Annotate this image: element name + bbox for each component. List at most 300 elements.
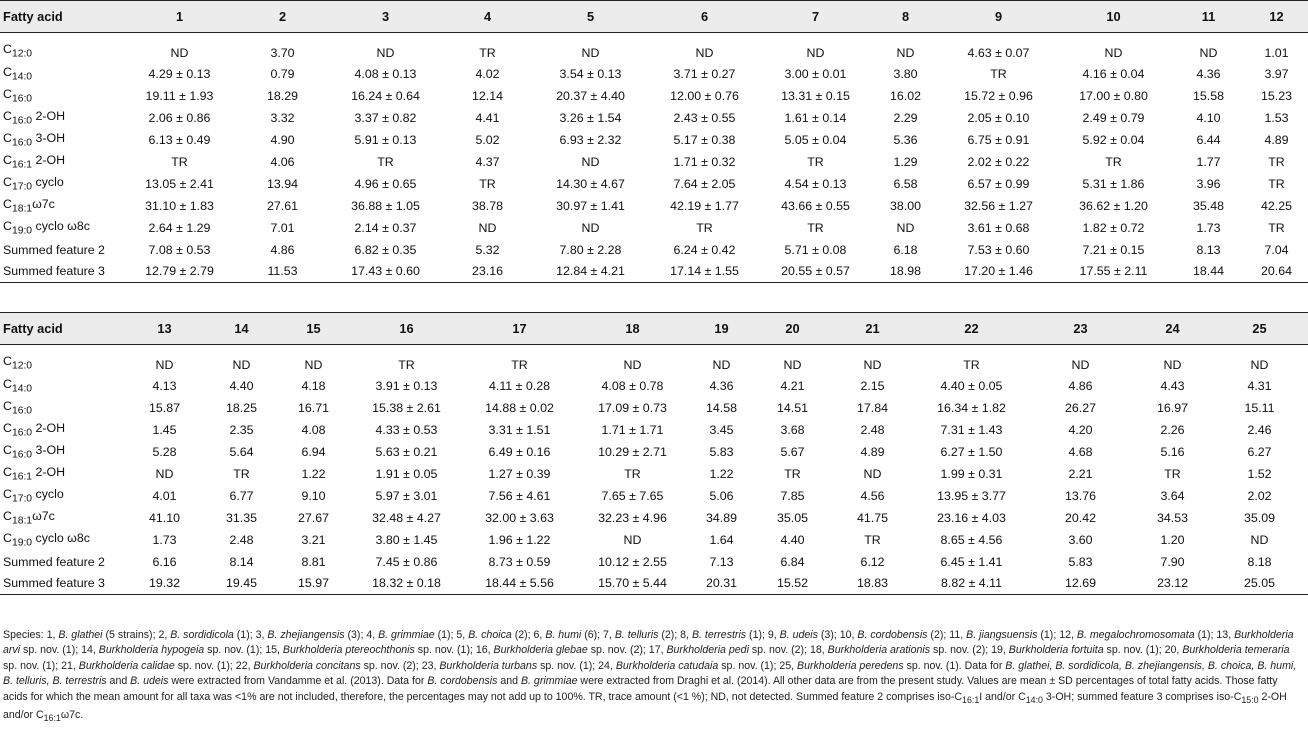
cell-value: 2.46 bbox=[1247, 422, 1272, 437]
cell-value: 2.05 ± 0.10 bbox=[967, 110, 1030, 125]
cell-value: 6.13 ± 0.49 bbox=[148, 132, 211, 147]
cell-value: 4.54 ± 0.13 bbox=[784, 176, 847, 191]
footnote-segment: sp. nov. (2); 17, bbox=[587, 644, 667, 657]
cell-value: 32.48 ± 4.27 bbox=[372, 510, 441, 525]
footnote-segment: 14:0 bbox=[1025, 694, 1043, 705]
footnote-segment: were extracted from Draghi et al. (2014). All other data are from the present study. Values are mean ± SD percentages of total fatty acids. Those fatty acids for which the mean amount for all taxa was <1% are not included, therefore, the percentages may not add up to 100%. TR, trace amount (<1 %); ND, not detected. Summed feature 2 comprises iso-C bbox=[3, 675, 1278, 703]
cell-value: 5.64 bbox=[229, 444, 254, 459]
table-row bbox=[0, 463, 1308, 485]
cell-value: 2.21 bbox=[1068, 466, 1093, 481]
fatty-acid-name: C bbox=[3, 218, 12, 233]
fatty-acid-label bbox=[0, 129, 124, 151]
column-header-taxon-2: 2 bbox=[238, 1, 330, 33]
column-header-taxon-10: 10 bbox=[1058, 1, 1172, 33]
footnote-segment: Burkholderia catudaia bbox=[615, 659, 719, 672]
cell-value: 42.25 bbox=[1260, 198, 1292, 213]
cell-value: 17.20 ± 1.46 bbox=[942, 261, 1058, 283]
cell-value: 7.45 ± 0.86 bbox=[375, 554, 438, 569]
fatty-acid-suffix: 2-OH bbox=[32, 152, 66, 167]
cell-value: 2.43 ± 0.55 bbox=[673, 110, 736, 125]
cell-value: TR bbox=[807, 154, 824, 169]
cell-value: 23.16 bbox=[444, 261, 534, 283]
fatty-acid-name: Summed feature 2 bbox=[3, 242, 105, 257]
fatty-acid-name: C bbox=[3, 86, 12, 101]
footnote-segment: sp. nov. (2); 23, bbox=[360, 659, 440, 672]
cell-value: 7.21 ± 0.15 bbox=[1082, 242, 1145, 257]
cell-value: 1.01 bbox=[1264, 45, 1289, 60]
cell-value: TR bbox=[807, 220, 824, 235]
cell-value: ND bbox=[581, 220, 600, 235]
footnote-segment: B. choica bbox=[468, 629, 512, 641]
cell-value: 3.37 ± 0.82 bbox=[354, 110, 417, 125]
cell-value: 3.68 bbox=[780, 422, 805, 437]
cell-value: 14.30 ± 4.67 bbox=[556, 176, 625, 191]
cell-value: 7.56 ± 4.61 bbox=[488, 488, 551, 503]
cell-value: 17.00 ± 0.80 bbox=[1079, 88, 1148, 103]
fatty-acid-label bbox=[0, 261, 124, 283]
cell-value: 4.89 bbox=[1264, 132, 1289, 147]
cell-value: 3.21 bbox=[301, 532, 326, 547]
footnote-segment: Burkholderia ptereochthonis bbox=[282, 644, 415, 657]
cell-value: ND bbox=[581, 45, 600, 60]
footnote-segment: sp. nov. (1); 21, bbox=[3, 659, 79, 672]
fatty-acid-name: Summed feature 2 bbox=[3, 554, 105, 569]
cell-value: 1.73 bbox=[152, 532, 177, 547]
cell-value: 3.96 bbox=[1196, 176, 1221, 191]
fatty-acid-label bbox=[0, 85, 124, 107]
cell-value: 4.40 bbox=[780, 532, 805, 547]
footnote-segment: (1); 13, bbox=[1194, 629, 1235, 641]
cell-value: ND bbox=[155, 357, 174, 372]
cell-value: TR bbox=[479, 45, 496, 60]
fatty-acid-label bbox=[0, 529, 124, 551]
column-header-taxon-14: 14 bbox=[208, 313, 278, 345]
table-row bbox=[0, 507, 1308, 529]
column-header-taxon-17: 17 bbox=[464, 313, 578, 345]
cell-value: ND bbox=[863, 357, 882, 372]
fatty-acid-chain-notation: 16:1 bbox=[11, 159, 33, 171]
table-row bbox=[0, 345, 1308, 375]
table-row bbox=[0, 129, 1308, 151]
cell-value: 4.86 bbox=[1068, 378, 1093, 393]
cell-value: 4.68 bbox=[1068, 444, 1093, 459]
fatty-acid-chain-notation: 16:0 bbox=[11, 137, 33, 149]
cell-value: 15.70 ± 5.44 bbox=[578, 573, 690, 595]
cell-value: 15.23 bbox=[1260, 88, 1292, 103]
cell-value: 13.05 ± 2.41 bbox=[145, 176, 214, 191]
footnote-segment: sp. nov. (1); 15, bbox=[204, 644, 283, 657]
table-row bbox=[0, 375, 1308, 397]
fatty-acid-label bbox=[0, 375, 124, 397]
cell-value: 17.43 ± 0.60 bbox=[330, 261, 444, 283]
cell-value: 7.31 ± 1.43 bbox=[940, 422, 1003, 437]
cell-value: 2.02 bbox=[1247, 488, 1272, 503]
cell-value: 34.89 bbox=[705, 510, 737, 525]
cell-value: 0.79 bbox=[270, 66, 295, 81]
fatty-acid-suffix: cyclo ω8c bbox=[32, 218, 90, 233]
cell-value: 4.08 ± 0.13 bbox=[354, 66, 417, 81]
fatty-acid-chain-notation: 16:1 bbox=[11, 471, 33, 483]
cell-value: 5.67 bbox=[780, 444, 805, 459]
cell-value: 35.09 bbox=[1243, 510, 1275, 525]
footnote-segment: sp. nov. (1); 25, bbox=[718, 659, 798, 672]
cell-value: 32.00 ± 3.63 bbox=[485, 510, 554, 525]
fatty-acid-name: C bbox=[3, 108, 12, 123]
cell-value: 14.88 ± 0.02 bbox=[485, 400, 554, 415]
cell-value: 13.95 ± 3.77 bbox=[937, 488, 1006, 503]
cell-value: 1.27 ± 0.39 bbox=[488, 466, 551, 481]
cell-value: 35.05 bbox=[776, 510, 808, 525]
fatty-acid-suffix: cyclo ω8c bbox=[32, 530, 90, 545]
table-row bbox=[0, 107, 1308, 129]
footnote-segment: (2); 6, bbox=[511, 629, 546, 641]
cell-value: 17.14 ± 1.55 bbox=[650, 261, 762, 283]
header-fatty-acid: Fatty acid bbox=[0, 313, 124, 345]
cell-value: 1.71 ± 0.32 bbox=[673, 154, 736, 169]
cell-value: 23.12 bbox=[1134, 573, 1214, 595]
cell-value: ND bbox=[712, 357, 731, 372]
cell-value: 7.08 ± 0.53 bbox=[148, 242, 211, 257]
cell-value: 5.05 ± 0.04 bbox=[784, 132, 847, 147]
fatty-acid-label bbox=[0, 195, 124, 217]
table-row bbox=[0, 485, 1308, 507]
cell-value: 7.13 bbox=[709, 554, 734, 569]
cell-value: ND bbox=[376, 45, 395, 60]
fatty-acid-table-1 bbox=[0, 0, 1308, 283]
cell-value: 6.58 bbox=[893, 176, 918, 191]
footnote-segment: (1); 3, bbox=[233, 629, 268, 641]
footnote-segment: B. glathei bbox=[58, 629, 103, 641]
cell-value: 1.77 bbox=[1196, 154, 1221, 169]
cell-value: 4.31 bbox=[1247, 378, 1272, 393]
column-header-taxon-20: 20 bbox=[756, 313, 832, 345]
fatty-acid-label bbox=[0, 63, 124, 85]
cell-value: 1.29 bbox=[893, 154, 918, 169]
fatty-acid-label bbox=[0, 107, 124, 129]
cell-value: 18.32 ± 0.18 bbox=[352, 573, 464, 595]
cell-value: 7.04 bbox=[1264, 242, 1289, 257]
fatty-acid-name: C bbox=[3, 64, 12, 79]
cell-value: 3.80 ± 1.45 bbox=[375, 532, 438, 547]
cell-value: 4.40 ± 0.05 bbox=[940, 378, 1003, 393]
cell-value: 4.36 bbox=[709, 378, 734, 393]
cell-value: TR bbox=[784, 466, 801, 481]
column-header-taxon-4: 4 bbox=[444, 1, 534, 33]
cell-value: TR bbox=[233, 466, 250, 481]
cell-value: ND bbox=[783, 357, 802, 372]
cell-value: 15.52 bbox=[756, 573, 832, 595]
column-header-taxon-6: 6 bbox=[650, 1, 762, 33]
column-header-taxon-12: 12 bbox=[1248, 1, 1308, 33]
cell-value: ND bbox=[155, 466, 174, 481]
cell-value: 12.69 bbox=[1030, 573, 1134, 595]
cell-value: 27.67 bbox=[297, 510, 329, 525]
footnote-segment: B. telluris bbox=[614, 629, 659, 641]
cell-value: ND bbox=[806, 45, 825, 60]
cell-value: 4.43 bbox=[1160, 378, 1185, 393]
cell-value: 3.61 ± 0.68 bbox=[967, 220, 1030, 235]
cell-value: ND bbox=[478, 220, 497, 235]
cell-value: 4.08 bbox=[301, 422, 326, 437]
footnote-segment: sp. nov. (1); 16, bbox=[414, 644, 494, 657]
cell-value: 7.01 bbox=[270, 220, 295, 235]
cell-value: 4.63 ± 0.07 bbox=[967, 45, 1030, 60]
cell-value: TR bbox=[1164, 466, 1181, 481]
fatty-acid-chain-notation: 16:0 bbox=[11, 427, 33, 439]
fatty-acid-suffix: 3-OH bbox=[32, 130, 66, 145]
cell-value: 6.27 ± 1.50 bbox=[940, 444, 1003, 459]
footnote-segment: (2); 11, bbox=[927, 629, 967, 641]
cell-value: TR bbox=[479, 176, 496, 191]
footnote-segment: 2-OH and/or C bbox=[3, 690, 1287, 722]
fatty-acid-name: C bbox=[3, 42, 12, 57]
cell-value: 3.60 bbox=[1068, 532, 1093, 547]
fatty-acid-chain-notation: 14:0 bbox=[11, 383, 33, 395]
cell-value: 3.70 bbox=[270, 45, 295, 60]
column-header-taxon-8: 8 bbox=[872, 1, 942, 33]
cell-value: 5.91 ± 0.13 bbox=[354, 132, 417, 147]
cell-value: 27.61 bbox=[266, 198, 298, 213]
cell-value: 1.20 bbox=[1160, 532, 1185, 547]
cell-value: 4.96 ± 0.65 bbox=[354, 176, 417, 191]
cell-value: 23.16 ± 4.03 bbox=[937, 510, 1006, 525]
cell-value: 6.94 bbox=[301, 444, 326, 459]
cell-value: 15.87 bbox=[148, 400, 180, 415]
footnote-segment: B. cordobensis bbox=[427, 675, 498, 688]
cell-value: 5.31 ± 1.86 bbox=[1082, 176, 1145, 191]
cell-value: 41.75 bbox=[856, 510, 888, 525]
footnote-segment: sp. nov. (1); 14, bbox=[20, 644, 99, 657]
cell-value: 15.11 bbox=[1244, 400, 1275, 415]
cell-value: 20.37 ± 4.40 bbox=[556, 88, 625, 103]
fatty-acid-table-2 bbox=[0, 312, 1308, 595]
cell-value: ND bbox=[1104, 45, 1123, 60]
cell-value: 6.49 ± 0.16 bbox=[488, 444, 551, 459]
fatty-acid-name: C bbox=[3, 196, 12, 211]
cell-value: 6.24 ± 0.42 bbox=[673, 242, 736, 257]
footnote-segment: Burkholderia calidae bbox=[78, 659, 175, 672]
fatty-acid-name: C bbox=[3, 130, 12, 145]
cell-value: 3.91 ± 0.13 bbox=[375, 378, 438, 393]
footnote-segment: were extracted from Vandamme et al. (2013). Data for bbox=[168, 675, 428, 688]
fatty-acid-name: C bbox=[3, 398, 12, 413]
fatty-acid-name: C bbox=[3, 174, 12, 189]
footnote-segment: Burkholderia turbans bbox=[439, 659, 538, 672]
fatty-acid-name: Summed feature 3 bbox=[3, 264, 105, 279]
cell-value: 1.53 bbox=[1264, 110, 1289, 125]
cell-value: 5.63 ± 0.21 bbox=[375, 444, 438, 459]
fatty-acid-label bbox=[0, 441, 124, 463]
cell-value: 6.12 bbox=[860, 554, 885, 569]
fatty-acid-chain-notation: 19:0 bbox=[11, 537, 33, 549]
cell-value: 1.71 ± 1.71 bbox=[601, 422, 664, 437]
cell-value: 6.84 bbox=[780, 554, 805, 569]
footnote-segment: Burkholderia pedi bbox=[666, 644, 749, 657]
cell-value: 3.71 ± 0.27 bbox=[673, 66, 736, 81]
cell-value: 18.25 bbox=[225, 400, 257, 415]
cell-value: 34.53 bbox=[1156, 510, 1188, 525]
cell-value: 7.85 bbox=[780, 488, 805, 503]
cell-value: 10.12 ± 2.55 bbox=[598, 554, 667, 569]
fatty-acid-name: C bbox=[3, 464, 12, 479]
cell-value: 7.65 ± 7.65 bbox=[601, 488, 664, 503]
column-header-taxon-21: 21 bbox=[832, 313, 916, 345]
cell-value: 31.35 bbox=[225, 510, 257, 525]
footnote-segment: 15:0 bbox=[1241, 694, 1259, 705]
fatty-acid-label bbox=[0, 151, 124, 173]
footnote-segment: Burkholderia temeraria bbox=[1182, 644, 1290, 657]
table-row bbox=[0, 63, 1308, 85]
footnote-segment: Species: 1, bbox=[3, 629, 59, 641]
cell-value: 32.23 ± 4.96 bbox=[598, 510, 667, 525]
table-2-header-row bbox=[0, 313, 1308, 345]
cell-value: 5.02 bbox=[475, 132, 500, 147]
fatty-acid-suffix: 3-OH bbox=[32, 442, 66, 457]
cell-value: 4.29 ± 0.13 bbox=[148, 66, 211, 81]
fatty-acid-suffix: 2-OH bbox=[32, 420, 66, 435]
column-header-taxon-22: 22 bbox=[916, 313, 1030, 345]
cell-value: 6.45 ± 1.41 bbox=[940, 554, 1003, 569]
table-row bbox=[0, 195, 1308, 217]
cell-value: 19.32 bbox=[124, 573, 208, 595]
column-header-taxon-5: 5 bbox=[534, 1, 650, 33]
cell-value: 4.18 bbox=[301, 378, 326, 393]
cell-value: 19.11 ± 1.93 bbox=[145, 88, 214, 103]
cell-value: 15.58 bbox=[1192, 88, 1224, 103]
fatty-acid-name: Summed feature 3 bbox=[3, 576, 105, 591]
cell-value: 1.99 ± 0.31 bbox=[940, 466, 1003, 481]
cell-value: 19.45 bbox=[208, 573, 278, 595]
cell-value: 5.92 ± 0.04 bbox=[1082, 132, 1145, 147]
column-header-taxon-11: 11 bbox=[1172, 1, 1248, 33]
cell-value: 6.93 ± 2.32 bbox=[559, 132, 622, 147]
fatty-acid-chain-notation: 16:0 bbox=[11, 405, 33, 417]
footnote-segment: and bbox=[497, 675, 521, 688]
cell-value: 14.51 bbox=[776, 400, 808, 415]
table-row bbox=[0, 261, 1308, 283]
cell-value: 2.14 ± 0.37 bbox=[354, 220, 417, 235]
footnote-segment: sp. nov. (1); 22, bbox=[174, 659, 254, 672]
table-row bbox=[0, 151, 1308, 173]
cell-value: 3.64 bbox=[1160, 488, 1185, 503]
cell-value: 6.27 bbox=[1247, 444, 1272, 459]
cell-value: 5.32 bbox=[475, 242, 500, 257]
table-row bbox=[0, 573, 1308, 595]
cell-value: TR bbox=[1105, 154, 1122, 169]
cell-value: 20.55 ± 0.57 bbox=[762, 261, 872, 283]
cell-value: 4.33 ± 0.53 bbox=[375, 422, 438, 437]
cell-value: 16.71 bbox=[297, 400, 329, 415]
cell-value: ND bbox=[232, 357, 251, 372]
fatty-acid-name: C bbox=[3, 376, 12, 391]
header-fatty-acid: Fatty acid bbox=[0, 1, 124, 33]
table-1-header-row bbox=[0, 1, 1308, 33]
cell-value: 31.10 ± 1.83 bbox=[145, 198, 214, 213]
fatty-acid-suffix: ω7c bbox=[32, 508, 55, 523]
cell-value: 4.90 bbox=[270, 132, 295, 147]
cell-value: 2.64 ± 1.29 bbox=[148, 220, 211, 235]
cell-value: 13.31 ± 0.15 bbox=[781, 88, 850, 103]
cell-value: 9.10 bbox=[301, 488, 326, 503]
fatty-acid-name: C bbox=[3, 486, 12, 501]
column-header-taxon-25: 25 bbox=[1214, 313, 1308, 345]
cell-value: 4.56 bbox=[860, 488, 885, 503]
footnote-segment: I and/or C bbox=[979, 690, 1026, 703]
cell-value: 3.26 ± 1.54 bbox=[559, 110, 622, 125]
cell-value: 5.06 bbox=[709, 488, 734, 503]
cell-value: 4.86 bbox=[270, 242, 295, 257]
cell-value: 7.53 ± 0.60 bbox=[967, 242, 1030, 257]
cell-value: 8.81 bbox=[301, 554, 326, 569]
cell-value: 6.44 bbox=[1196, 132, 1221, 147]
table-row bbox=[0, 33, 1308, 63]
cell-value: TR bbox=[171, 154, 188, 169]
cell-value: 18.98 bbox=[872, 261, 942, 283]
cell-value: 18.44 bbox=[1172, 261, 1248, 283]
cell-value: 12.84 ± 4.21 bbox=[534, 261, 650, 283]
cell-value: 4.89 bbox=[860, 444, 885, 459]
fatty-acid-label bbox=[0, 173, 124, 195]
cell-value: 1.82 ± 0.72 bbox=[1082, 220, 1145, 235]
cell-value: 4.16 ± 0.04 bbox=[1082, 66, 1145, 81]
cell-value: 5.16 bbox=[1160, 444, 1185, 459]
cell-value: TR bbox=[511, 357, 528, 372]
cell-value: 8.18 bbox=[1247, 554, 1272, 569]
column-header-taxon-13: 13 bbox=[124, 313, 208, 345]
cell-value: TR bbox=[990, 66, 1007, 81]
cell-value: ND bbox=[896, 220, 915, 235]
footnote-segment: (1); 5, bbox=[434, 629, 469, 641]
cell-value: TR bbox=[1268, 176, 1285, 191]
table-row bbox=[0, 239, 1308, 261]
fatty-acid-name: C bbox=[3, 508, 12, 523]
column-header-taxon-16: 16 bbox=[352, 313, 464, 345]
cell-value: 3.32 bbox=[270, 110, 295, 125]
cell-value: 2.26 bbox=[1160, 422, 1185, 437]
cell-value: ND bbox=[896, 45, 915, 60]
footnote-segment: (3); 4, bbox=[344, 629, 379, 641]
fatty-acid-name: C bbox=[3, 354, 12, 369]
cell-value: 4.01 bbox=[152, 488, 177, 503]
cell-value: ND bbox=[695, 45, 714, 60]
cell-value: ND bbox=[623, 532, 642, 547]
fatty-acid-label bbox=[0, 239, 124, 261]
column-header-taxon-19: 19 bbox=[690, 313, 756, 345]
column-header-taxon-3: 3 bbox=[330, 1, 444, 33]
cell-value: 10.29 ± 2.71 bbox=[598, 444, 667, 459]
fatty-acid-suffix: 2-OH bbox=[32, 464, 66, 479]
footnote-segment: sp. nov. (1); 24, bbox=[537, 659, 616, 672]
cell-value: 5.36 bbox=[893, 132, 918, 147]
column-header-taxon-23: 23 bbox=[1030, 313, 1134, 345]
cell-value: 4.36 bbox=[1196, 66, 1221, 81]
cell-value: 14.58 bbox=[705, 400, 737, 415]
cell-value: ND bbox=[304, 357, 323, 372]
cell-value: 1.52 bbox=[1247, 466, 1272, 481]
footnote-segment: B. terrestris bbox=[691, 629, 747, 641]
footnote-segment: 16:1 bbox=[962, 694, 980, 705]
footnote-segment: Burkholderia glebae bbox=[493, 644, 588, 657]
cell-value: 1.73 bbox=[1196, 220, 1221, 235]
table-1-body bbox=[0, 33, 1308, 283]
cell-value: 1.22 bbox=[709, 466, 734, 481]
cell-value: 32.56 ± 1.27 bbox=[964, 198, 1033, 213]
column-header-taxon-7: 7 bbox=[762, 1, 872, 33]
footnote-segment: Burkholderia fortuita bbox=[1008, 644, 1104, 657]
cell-value: 15.72 ± 0.96 bbox=[964, 88, 1033, 103]
cell-value: 36.62 ± 1.20 bbox=[1079, 198, 1148, 213]
cell-value: 4.41 bbox=[475, 110, 500, 125]
